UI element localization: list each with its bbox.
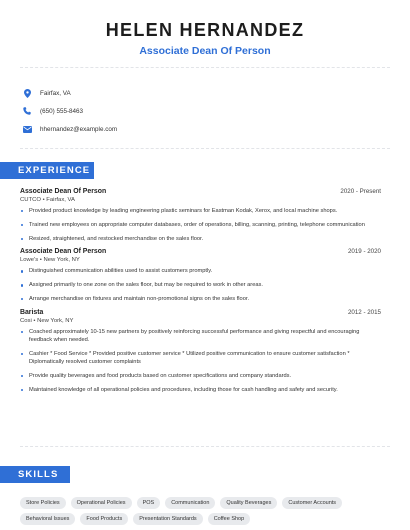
- job-entry: [20, 188, 381, 243]
- job-dates: 2012 - 2015: [347, 308, 381, 316]
- job-entry: [20, 248, 381, 303]
- job-company: Lowe's • New York, NY: [20, 257, 80, 264]
- job-bullets: [20, 267, 381, 303]
- job-bullet: Coached approximately 10-15 new partners by positively reinforcing successful performance and giving respectful and encouraging feedback when needed.: [20, 328, 381, 345]
- contact-email-text: hhernandez@example.com: [40, 125, 118, 133]
- skill-chip: Coffee Shop: [208, 513, 250, 525]
- contact-email: [22, 120, 117, 138]
- job-dates: 2020 - Present: [340, 188, 381, 195]
- contact-location-text: Fairfax, VA: [40, 89, 71, 97]
- experience-heading: EXPERIENCE: [0, 162, 94, 179]
- skills-list: [20, 497, 396, 525]
- job-bullet: Distinguished communication abilities used to assist customers promptly.: [20, 267, 381, 275]
- job-bullet: Trained new employees on appropriate computer databases, order of operations, billing, scanning, printing, telephone communication: [20, 221, 381, 229]
- job-bullet: Resized, straightened, and restocked merchandise on the sales floor.: [20, 235, 381, 243]
- job-bullet: Cashier * Food Service * Provided positive customer service * Utilized positive communication to ensure customer satisfaction * Diplomatically resolved customer complaints: [20, 350, 381, 367]
- job-title: Associate Dean Of Person: [20, 248, 107, 256]
- job-title: Barista: [20, 308, 44, 316]
- job-company: Cosi • New York, NY: [20, 317, 74, 324]
- job-bullets: [20, 328, 381, 394]
- resume-header: [0, 0, 410, 58]
- experience-divider: [20, 446, 390, 447]
- job-bullet: Arrange merchandise on fixtures and maintain non-promotional signs on the sales floor.: [20, 295, 381, 303]
- skill-chip: Operational Policies: [71, 497, 132, 509]
- contact-divider: [20, 148, 390, 149]
- skill-chip: Store Policies: [20, 497, 66, 509]
- job-bullets: [20, 207, 381, 243]
- job-bullet: Assigned primarily to one zone on the sales floor, but may be required to work in other areas.: [20, 281, 381, 289]
- skills-heading: SKILLS: [0, 466, 70, 483]
- skill-chip: Customer Accounts: [282, 497, 342, 509]
- envelope-icon: [22, 124, 32, 134]
- candidate-title: Associate Dean Of Person: [139, 45, 271, 57]
- skill-chip: POS: [137, 497, 161, 509]
- skill-chip: Food Products: [80, 513, 128, 525]
- skill-chip: Behavioral Issues: [20, 513, 75, 525]
- job-dates: 2019 - 2020: [347, 248, 381, 256]
- header-divider: [20, 67, 390, 68]
- job-bullet: Provided product knowledge by leading engineering plastic seminars for Eastman Kodak, Xerox, and local machine shops.: [20, 207, 381, 215]
- phone-icon: [22, 106, 32, 116]
- map-pin-icon: [22, 88, 32, 98]
- experience-list: [20, 188, 381, 400]
- job-bullet: Maintained knowledge of all operational policies and procedures, including those for cash handling and safety and security.: [20, 386, 381, 394]
- skill-chip: Quality Beverages: [220, 497, 277, 509]
- contact-phone: [22, 102, 117, 120]
- job-title: Associate Dean Of Person: [20, 188, 107, 195]
- job-entry: [20, 309, 381, 394]
- job-company: CUTCO • Fairfax, VA: [20, 197, 75, 203]
- contact-location: [22, 84, 117, 102]
- skill-chip: Presentation Standards: [133, 513, 202, 525]
- candidate-name: HELEN HERNANDEZ: [105, 20, 305, 40]
- job-bullet: Provide quality beverages and food products based on customer specifications and company standards.: [20, 372, 381, 380]
- contact-list: [22, 84, 117, 138]
- contact-phone-text: (650) 555-8463: [40, 107, 84, 115]
- skill-chip: Communication: [165, 497, 215, 509]
